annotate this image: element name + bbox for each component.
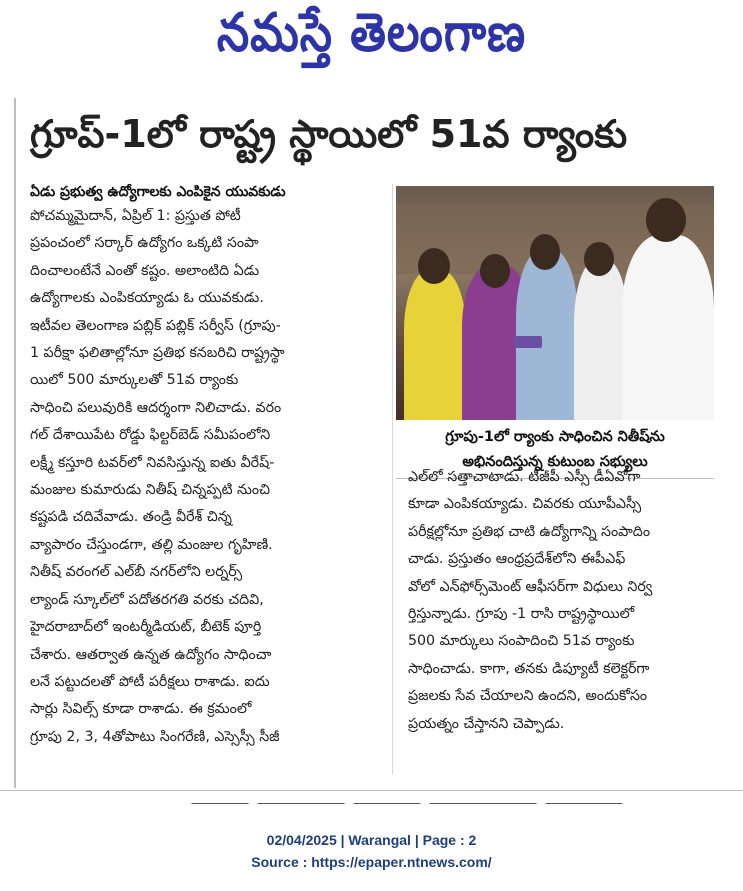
- body-line: లక్ష్మీ కస్తూరి టవర్‌లో నివసిస్తున్న ఐతు వీరేష్-: [30, 454, 275, 471]
- body-line: సార్లు సివిల్స్ కూడా రాశాడు. ఈ క్రమంలో: [30, 701, 252, 718]
- body-line: వ్యాపారం చేస్తుండగా, తల్లి మంజుల గృహిణి.: [30, 536, 273, 553]
- body-line: వోలో ఎన్‌ఫోర్స్‌మెంట్ ఆఫీసర్‌గా విధులు నిర్వ: [408, 578, 653, 595]
- bottom-rule: [0, 790, 743, 791]
- body-line: గల్ దేశాయిపేట రోడ్డు ఫిల్టర్‌బెడ్ సమీపంలోని: [30, 427, 271, 444]
- body-line: ల్యాండ్ స్కూల్‌లో పదోతరగతి వరకు చదివి,: [30, 591, 264, 608]
- body-line: పోచమ్మమైదాన్, ఏప్రిల్ 1: ప్రస్తుత పోటీ: [30, 208, 241, 224]
- left-margin-rule: [14, 98, 16, 788]
- person-head: [530, 234, 560, 270]
- body-line: ర్తిస్తున్నాడు. గ్రూపు -1 రాసి రాష్ట్రస్థాయిలో: [408, 606, 635, 623]
- person-figure: [622, 235, 714, 420]
- footer-source-line: Source : https://epaper.ntnews.com/: [251, 854, 492, 870]
- body-line: 1 పరీక్షా ఫలితాల్లోనూ ప్రతిభ కనబరిచి రాష్ట్రస్థా: [30, 345, 285, 362]
- person-head: [418, 248, 450, 284]
- body-line: లనే పట్టుదలతో పోటీ పరీక్షలు రాశాడు. ఐదు: [30, 673, 270, 690]
- body-line: యిలో 500 మార్కులతో 51వ ర్యాంకు: [30, 372, 239, 389]
- body-line: ప్రపంచంలో సర్కార్ ఉద్యోగం ఒక్కటి సంపా: [30, 235, 259, 252]
- body-line: కూడా ఎంపికయ్యాడు. చివరకు యూపీఎస్సీ: [408, 496, 642, 513]
- article-subhead: ఏడు ప్రభుత్వ ఉద్యోగాలకు ఎంపికైన యువకుడు: [30, 184, 286, 200]
- body-line: మంజుల కుమారుడు నితీష్ చిన్నప్పటి నుంచి: [30, 482, 270, 499]
- column-divider: [392, 184, 393, 774]
- person-head: [480, 254, 510, 288]
- footer-date-line: 02/04/2025 | Warangal | Page : 2: [266, 832, 477, 848]
- certificate-held: [514, 336, 542, 348]
- body-line: ప్రయత్నం చేస్తానని చెప్పాడు.: [408, 715, 565, 732]
- body-line: 500 మార్కులు సంపాదించి 51వ ర్యాంకు: [408, 633, 635, 650]
- body-line: దించాలంటేనే ఎంతో కష్టం. అలాంటిది ఏడు: [30, 262, 260, 279]
- body-line: చాడు. ప్రస్తుతం ఆంధ్రప్రదేశ్‌లోని ఈపీఎఫ్: [408, 551, 626, 568]
- person-figure: [404, 270, 466, 420]
- body-line: ఎల్‌లో సత్తాచాటాడు. టీజీపీ ఎస్సీ డీఏవోగా: [408, 469, 641, 485]
- masthead: [0, 0, 743, 80]
- body-line: చేశారు. ఆతర్వాత ఉన్నత ఉద్యోగం సాధించా: [30, 646, 272, 663]
- body-line: ఇటీవల తెలంగాణ పబ్లిక్ పబ్లిక్ సర్వీస్ (గ్రూపు-: [30, 317, 281, 334]
- body-line: సాధించాడు. కాగా, తనకు డిప్యూటీ కలెక్టర్‌గా: [408, 660, 650, 677]
- article-body-left-column: [30, 203, 378, 751]
- body-line: పరీక్షల్లోనూ ప్రతిభ చాటి ఉద్యోగాన్ని సంపాదిం: [408, 523, 651, 540]
- person-figure: [516, 250, 578, 420]
- body-line: గ్రూపు 2, 3, 4తోపాటు సింగరేణి, ఎస్సెస్సీ సీజీ: [30, 728, 280, 745]
- article-photo: [396, 186, 714, 420]
- body-line: కష్టపడి చదివేవాడు. తండ్రి వీరేశ్ చిన్న: [30, 509, 232, 526]
- body-line: సాధించి పలువురికి ఆదర్శంగా నిలిచాడు. వరం: [30, 399, 282, 416]
- body-line: హైదరాబాద్‌లో ఇంటర్మీడియట్, బీటెక్ పూర్తి: [30, 619, 262, 636]
- person-head: [646, 198, 686, 242]
- photo-caption-line: అభినందిస్తున్న కుటుంబ సభ్యులు: [462, 454, 648, 470]
- cutoff-next-headline: [190, 794, 660, 804]
- article-headline: గ్రూప్-1లో రాష్ట్ర స్థాయిలో 51వ ర్యాంకు: [30, 112, 628, 156]
- footer: [0, 829, 743, 873]
- newspaper-logo: నమస్తే తెలంగాణ: [216, 1, 527, 64]
- person-figure: [574, 260, 628, 420]
- photo-caption-line: గ్రూపు-1లో ర్యాంకు సాధించిన నితీష్‌ను: [445, 429, 665, 445]
- body-line: ప్రజలకు సేవ చేయాలని ఉందని, అందుకోసం: [408, 688, 648, 705]
- body-line: నితీష్ వరంగల్ ఎల్‌బీ నగర్‌లోని లర్నర్స్: [30, 564, 243, 581]
- person-head: [584, 242, 614, 276]
- body-line: ఉద్యోగాలకు ఎంపికయ్యాడు ఓ యువకుడు.: [30, 290, 264, 307]
- article-body-right-column: [408, 464, 733, 738]
